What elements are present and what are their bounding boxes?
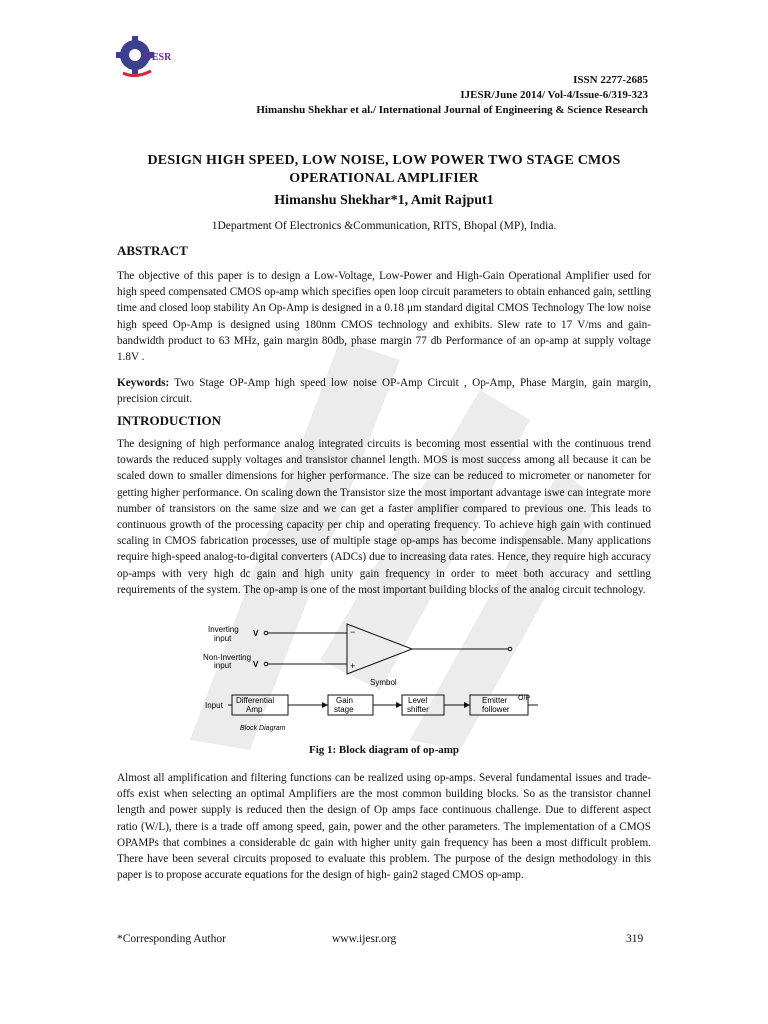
svg-text:input: input (214, 661, 232, 670)
opamp-symbol (203, 624, 512, 687)
svg-text:−: − (350, 627, 356, 637)
svg-text:Symbol: Symbol (370, 678, 397, 687)
logo-text: IJESR (143, 52, 172, 63)
abstract-text: The objective of this paper is to design a Low-Voltage, Low-Power and High-Gain Operational Amplifier used for high speed compensated CMOS op-amp which specifies open loop circuit parameters to obtain enhanced gain, settling time and closed loop stability An Op-Amp is designed in a 0.18 μm standard digital CMOS Technology The low noise high speed Op-Amp is designed using 180nm CMOS technology and exhibits. Slew rate to 17 V/ms and gain-bandwidth product to 63 MHz, gain margin 80db, phase margin 77 db Performance of an op-amp at supply voltage 1.8V . (117, 270, 651, 364)
svg-text:V: V (253, 629, 259, 638)
svg-text:Non-Inverting: Non-Inverting (203, 653, 252, 662)
introduction-text: The designing of high performance analog integrated circuits is becoming most essential with the continuous trend towards the reduced supply voltages and transistor channel length. MOS is most success among all because it can be scaled down to smaller dimensions for higher performance. The size can be reduced to micrometer or nanometer for getting higher performance. On scaling down the Transistor size the most important advantage iswe can integrate more number of transistors on the same size and we can get a faster amplifier compared to previous one. This leads to continuous growth of the processing capacity per chip and operating frequency. To achieve high gain with continued scaling in CMOS fabrication processes, use of multiple stage op-amps has become indispensable. Many applications require high-speed analog-to-digital converters (ADCs) due to increasing data rates. Hence, they require high accuracy op-amps with very high dc gain and high unity gain frequency in order to meet both accuracy and settling requirements of the system. The op-amp is one of the most important building blocks of the analog circuit technology. (117, 438, 651, 596)
paper-title: DESIGN HIGH SPEED, LOW NOISE, LOW POWER TWO STAGE CMOS OPERATIONAL AMPLIFIER (147, 153, 621, 186)
svg-text:Amp: Amp (246, 705, 263, 714)
svg-text:shifter: shifter (407, 705, 429, 714)
keywords-label: Keywords: (117, 377, 170, 389)
journal-logo (115, 33, 175, 81)
affiliation: 1Department Of Electronics &Communication, RITS, Bhopal (MP), India. (211, 220, 557, 232)
issn: ISSN 2277-2685 (573, 74, 648, 86)
corresponding-author-note: *Corresponding Author (117, 933, 226, 945)
opamp-figure (200, 622, 540, 734)
block-diagram (205, 695, 538, 732)
page-number: 319 (626, 933, 644, 945)
authors: Himanshu Shekhar*1, Amit Rajput1 (274, 193, 494, 208)
svg-text:follower: follower (482, 705, 510, 714)
svg-text:input: input (214, 634, 232, 643)
svg-text:Gain: Gain (336, 696, 353, 705)
svg-text:Differential: Differential (236, 696, 275, 705)
figure-caption: Fig 1: Block diagram of op-amp (308, 744, 460, 756)
svg-text:V: V (253, 660, 259, 669)
citation: IJESR/June 2014/ Vol-4/Issue-6/319-323 (460, 89, 648, 101)
abstract-heading: ABSTRACT (117, 243, 188, 258)
body-text: Almost all amplification and filtering functions can be realized using op-amps. Several fundamental issues and trade-offs exist when selecting an optimal Amplifiers are the most common building blocks. So as the transistor channel length and power supply is reduced then the design of Op amps face continuous challenge. Due to different aspect ratio (W/L), there is a trade off among speed, gain, power and the other parameters. The implementation of a CMOS OPAMPs that combines a considerable dc gain with higher unity gain frequency has been a most difficult problem. There have been several circuits proposed to evaluate this problem. The purpose of the design methodology in this paper is to propose accurate equations for the design of high- gain2 staged CMOS op-amp. (117, 772, 651, 882)
journal-line: Himanshu Shekhar et al./ International Journal of Engineering & Science Research (256, 104, 648, 116)
svg-text:Block Diagram: Block Diagram (240, 725, 286, 732)
svg-text:Inverting: Inverting (208, 625, 239, 634)
svg-text:O/P: O/P (518, 695, 531, 702)
svg-text:Level: Level (408, 696, 428, 705)
keywords-text: Two Stage OP-Amp high speed low noise OP-Amp Circuit , Op-Amp, Phase Margin, gain margin, precision circuit. (117, 377, 651, 406)
svg-text:stage: stage (334, 705, 354, 714)
svg-text:+: + (350, 661, 356, 671)
journal-url: www.ijesr.org (332, 933, 397, 945)
svg-text:Emitter: Emitter (482, 696, 508, 705)
keywords (117, 375, 651, 407)
introduction-heading: INTRODUCTION (117, 413, 222, 428)
svg-text:Input: Input (205, 701, 223, 710)
